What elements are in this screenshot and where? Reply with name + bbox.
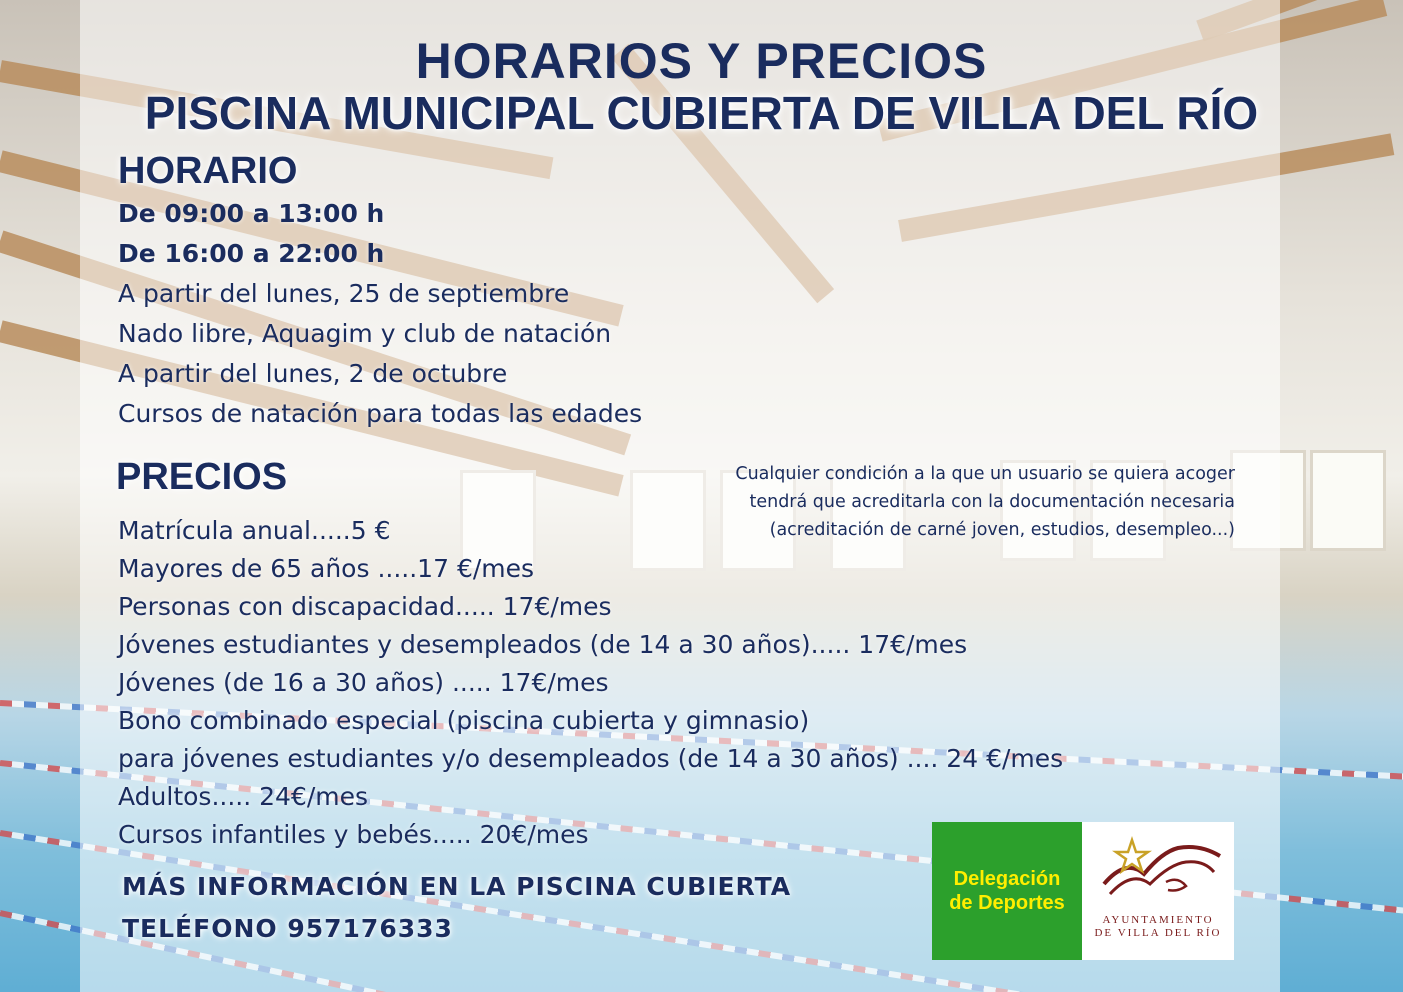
note-line: tendrá que acreditarla con la documentación necesaria	[749, 492, 1235, 512]
requirements-note	[735, 460, 1235, 544]
horario-heading: HORARIO	[118, 150, 298, 192]
precio-line: Mayores de 65 años .....17 €/mes	[118, 554, 535, 583]
delegacion-label: Delegación	[953, 868, 1061, 890]
precio-line: Cursos infantiles y bebés..... 20€/mes	[118, 820, 589, 849]
note-line: (acreditación de carné joven, estudios, desempleo...)	[769, 520, 1235, 540]
precio-line: Bono combinado especial (piscina cubierta y gimnasio)	[118, 706, 810, 735]
villa-del-rio-label: DE VILLA DEL RÍO	[1094, 927, 1222, 939]
ayuntamiento-logo	[1082, 822, 1234, 960]
pool-name-subtitle: PISCINA MUNICIPAL CUBIERTA DE VILLA DEL RÍO	[144, 87, 1259, 139]
more-info-text: MÁS INFORMACIÓN EN LA PISCINA CUBIERTA	[122, 872, 792, 901]
phone-number: TELÉFONO 957176333	[122, 914, 453, 943]
horario-line: A partir del lunes, 25 de septiembre	[118, 279, 570, 308]
ayuntamiento-label: AYUNTAMIENTO	[1102, 914, 1214, 926]
delegacion-deportes-logo	[932, 822, 1082, 960]
precio-line: Adultos..... 24€/mes	[118, 782, 369, 811]
precio-line: Jóvenes estudiantes y desempleados (de 14 a 30 años)..... 17€/mes	[118, 630, 968, 659]
horario-line: Nado libre, Aquagim y club de natación	[118, 319, 612, 348]
note-line: Cualquier condición a la que un usuario se quiera acoger	[735, 464, 1235, 484]
horario-line: Cursos de natación para todas las edades	[118, 399, 643, 428]
mountain-star-emblem-icon	[1082, 822, 1234, 914]
main-title: HORARIOS Y PRECIOS	[415, 33, 988, 89]
precio-line: Jóvenes (de 16 a 30 años) ..... 17€/mes	[118, 668, 609, 697]
precios-heading: PRECIOS	[116, 456, 288, 498]
horario-line: De 09:00 a 13:00 h	[118, 199, 385, 228]
horario-line: De 16:00 a 22:00 h	[118, 239, 385, 268]
precio-line: Personas con discapacidad..... 17€/mes	[118, 592, 612, 621]
precio-line: Matrícula anual.....5 €	[118, 516, 391, 545]
horario-line: A partir del lunes, 2 de octubre	[118, 359, 508, 388]
precio-line: para jóvenes estudiantes y/o desempleados (de 14 a 30 años) .... 24 €/mes	[118, 744, 1064, 773]
deportes-label: de Deportes	[949, 892, 1065, 914]
